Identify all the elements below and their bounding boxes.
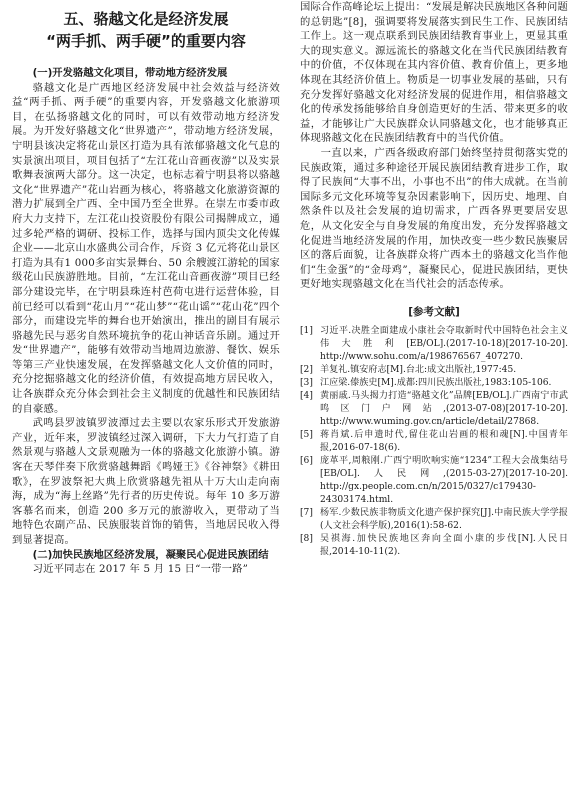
reference-number: [6] — [300, 455, 313, 466]
reference-item — [300, 533, 568, 559]
paragraph-final: 一直以来，广西各级政府部门始终坚持贯彻落实党的民族政策，通过多种途径开展民族团结教育进步工作，取得了民族间“大事不出，小事也不出”的伟大成就。在当前国际多元文化环境等复杂因素影响下，因历史、地理、自然条件以及社会发展的迫切需求，广西各界更要居安思危，从文化安全与自身发展的角度出发，充分发挥骆越文化促进当地经济发展的作用，加快改变一些少数民族聚居区的落后面貌，让各族群众将广西本土的骆越文化当作他们“生金蛋”的“金母鸡”，凝聚民心，促进民族团结，更快更好地实现骆越文化在当代社会的活态传承。 — [300, 146, 568, 291]
reference-number: [2] — [300, 364, 313, 375]
reference-number: [1] — [300, 325, 313, 336]
reference-text: 杨军.少数民族非物质文化遗产保护探究[J].中南民族大学学报(人文社会科学版),2016(1):58-62. — [320, 507, 568, 531]
reference-text: 习近平.决胜全面建成小康社会夺取新时代中国特色社会主义伟大胜利[EB/OL].(2017-10-18)[2017-10-20]. http://www.sohu.com/a/198676567_407270. — [320, 325, 568, 362]
reference-number: [4] — [300, 390, 313, 401]
paragraph-1: 骆越文化是广西地区经济发展中社会效益与经济效益“两手抓、两手硬”的重要内容，开发骆越文化旅游项目，在弘扬骆越文化的同时，可以有效带动地方经济发展。为开发好骆越文化“世界遗产”，带动地方经济发展，宁明县该决定将花山景区打造为具有浓郁骆越文化气息的实景演出项目，项目包括了“左江花山音画夜游”以及实景歌舞表演两大部分。这一决定，也标志着宁明县将以骆越文化“世界遗产”花山岩画为核心，将骆越文化旅游资源的潜力扩展到全广西、全中国乃至全世界。在崇左市委市政府大力支持下，左江花山投资股份有限公司揭牌成立，通过多轮严格的调研、投标工作，选择与国内顶尖文化传媒企业——北京山水盛典公司合作，斥资 3 亿元将花山景区打造为具有1 000多亩实景舞台、50 余艘渡江游轮的国家级花山民族游胜地。目前，“左江花山音画夜游”项目已经部分建设完毕，在宁明县珠连村芭荷屯进行运营体验，目前已经可以看到“花山月”“花山梦”“花山谣”“花山花”四个部分，而建设完毕的舞台也开始演出，推出的剧目有展示骆越先民与恶劣自然环境抗争的花山神话音乐剧。通过开发“世界遗产”，能够有效带动当地周边旅游、餐饮、娱乐等第三产业快速发展，在发挥骆越文化人文价值的同时，充分挖掘骆越文化的经济价值，有效提高地方居民收入，让各族群众充分体会到社会主义制度的优越性和民族团结的自豪感。 — [12, 81, 280, 415]
reference-item — [300, 325, 568, 364]
paragraph-2: 武鸣县罗波镇罗波潭过去主要以农家乐形式开发旅游产业，近年来，罗波镇经过深入调研，下大力气打造了自然景观与骆越人文景观融为一体的骆越文化旅游小镇。游客在天琴伴奏下欣赏骆越舞蹈《鸣娅王》《谷神祭》《耕田歌》，在罗波祭祀大典上欣赏骆越先祖从十万大山走向南海，成为“海上丝路”先行者的历史传说。每年 10 多万游客慕名而来，创造 200 多万元的旅游收入，更带动了当地特色农副产品、民族服装首饰的销售，当地居民收入得到显著提高。 — [12, 417, 280, 546]
subsection-heading-2: (二)加快民族地区经济发展，凝聚民心促进民族团结 — [32, 548, 269, 561]
reference-number: [8] — [300, 533, 313, 544]
paragraph-3: 习近平同志在 2017 年 5 月 15 日“一带一路” — [32, 563, 249, 576]
reference-item — [300, 429, 568, 455]
reference-number: [3] — [300, 377, 313, 388]
reference-text: 蒋肖斌.后申遗时代,留住花山岩画的根和魂[N].中国青年报,2016-07-18(6). — [320, 429, 568, 453]
section-title-line1: 五、骆越文化是经济发展 — [63, 10, 229, 28]
reference-number: [7] — [300, 507, 313, 518]
section-title-line2: “两手抓、两手硬”的重要内容 — [46, 32, 246, 50]
reference-text: 吴祺海.加快民族地区奔向全面小康的步伐[N].人民日报,2014-10-11(2). — [320, 533, 568, 557]
references-list — [300, 325, 568, 559]
paragraph-continued: 国际合作高峰论坛上提出：“发展是解决民族地区各种问题的总钥匙”[8]，强调要将发展落实到民生工作、民族团结工作上。这一观点联系到民族团结教育事业上，更显其重大的现实意义。源远流长的骆越文化在当代民族团结教育中的价值，不仅体现在其内容价值、教育价值上，更多地体现在其经济价值上。物质是一切事业发展的基础，只有充分发挥好骆越文化对经济发展的促进作用，相信骆越文化的传承发扬能够给自身创造更好的生活、带来更多的收益，才能够让广大民族群众认同骆越文化，也才能够真正体现骆越文化在民族团结教育中的当代价值。 — [300, 1, 568, 145]
reference-item — [300, 455, 568, 507]
spacer — [12, 52, 280, 66]
references-heading: [参考文献] — [408, 305, 460, 318]
subsection-heading-1: (一)开发骆越文化项目，带动地方经济发展 — [32, 67, 228, 79]
reference-text: 庞革平,周粮刚.广西宁明吹响实施“1234”工程大会战集结号[EB/OL].人民网,(2015-03-27)[2017-10-20]. http://gx.people.com.cn/n/2015/0327/c179430-24303174.html. — [320, 455, 568, 505]
reference-text: 黄丽戚.马头揭力打造“骆越文化”品牌[EB/OL].广西南宁市武鸣区门户网站,(2013-07-08)[2017-10-20]. http://www.wuming.gov.cn/article/detail/27868. — [320, 390, 568, 427]
reference-item — [300, 390, 568, 429]
reference-item — [300, 364, 568, 377]
reference-item — [300, 377, 568, 390]
right-column — [300, 0, 568, 559]
reference-number: [5] — [300, 429, 313, 440]
reference-text: 江应梁.傣族史[M].成都:四川民族出版社,1983:105-106. — [320, 377, 552, 388]
reference-text: 羊复礼.镇安府志[M].台北:成文出版社,1977:45. — [320, 364, 517, 375]
left-column — [12, 0, 280, 577]
reference-item — [300, 507, 568, 533]
